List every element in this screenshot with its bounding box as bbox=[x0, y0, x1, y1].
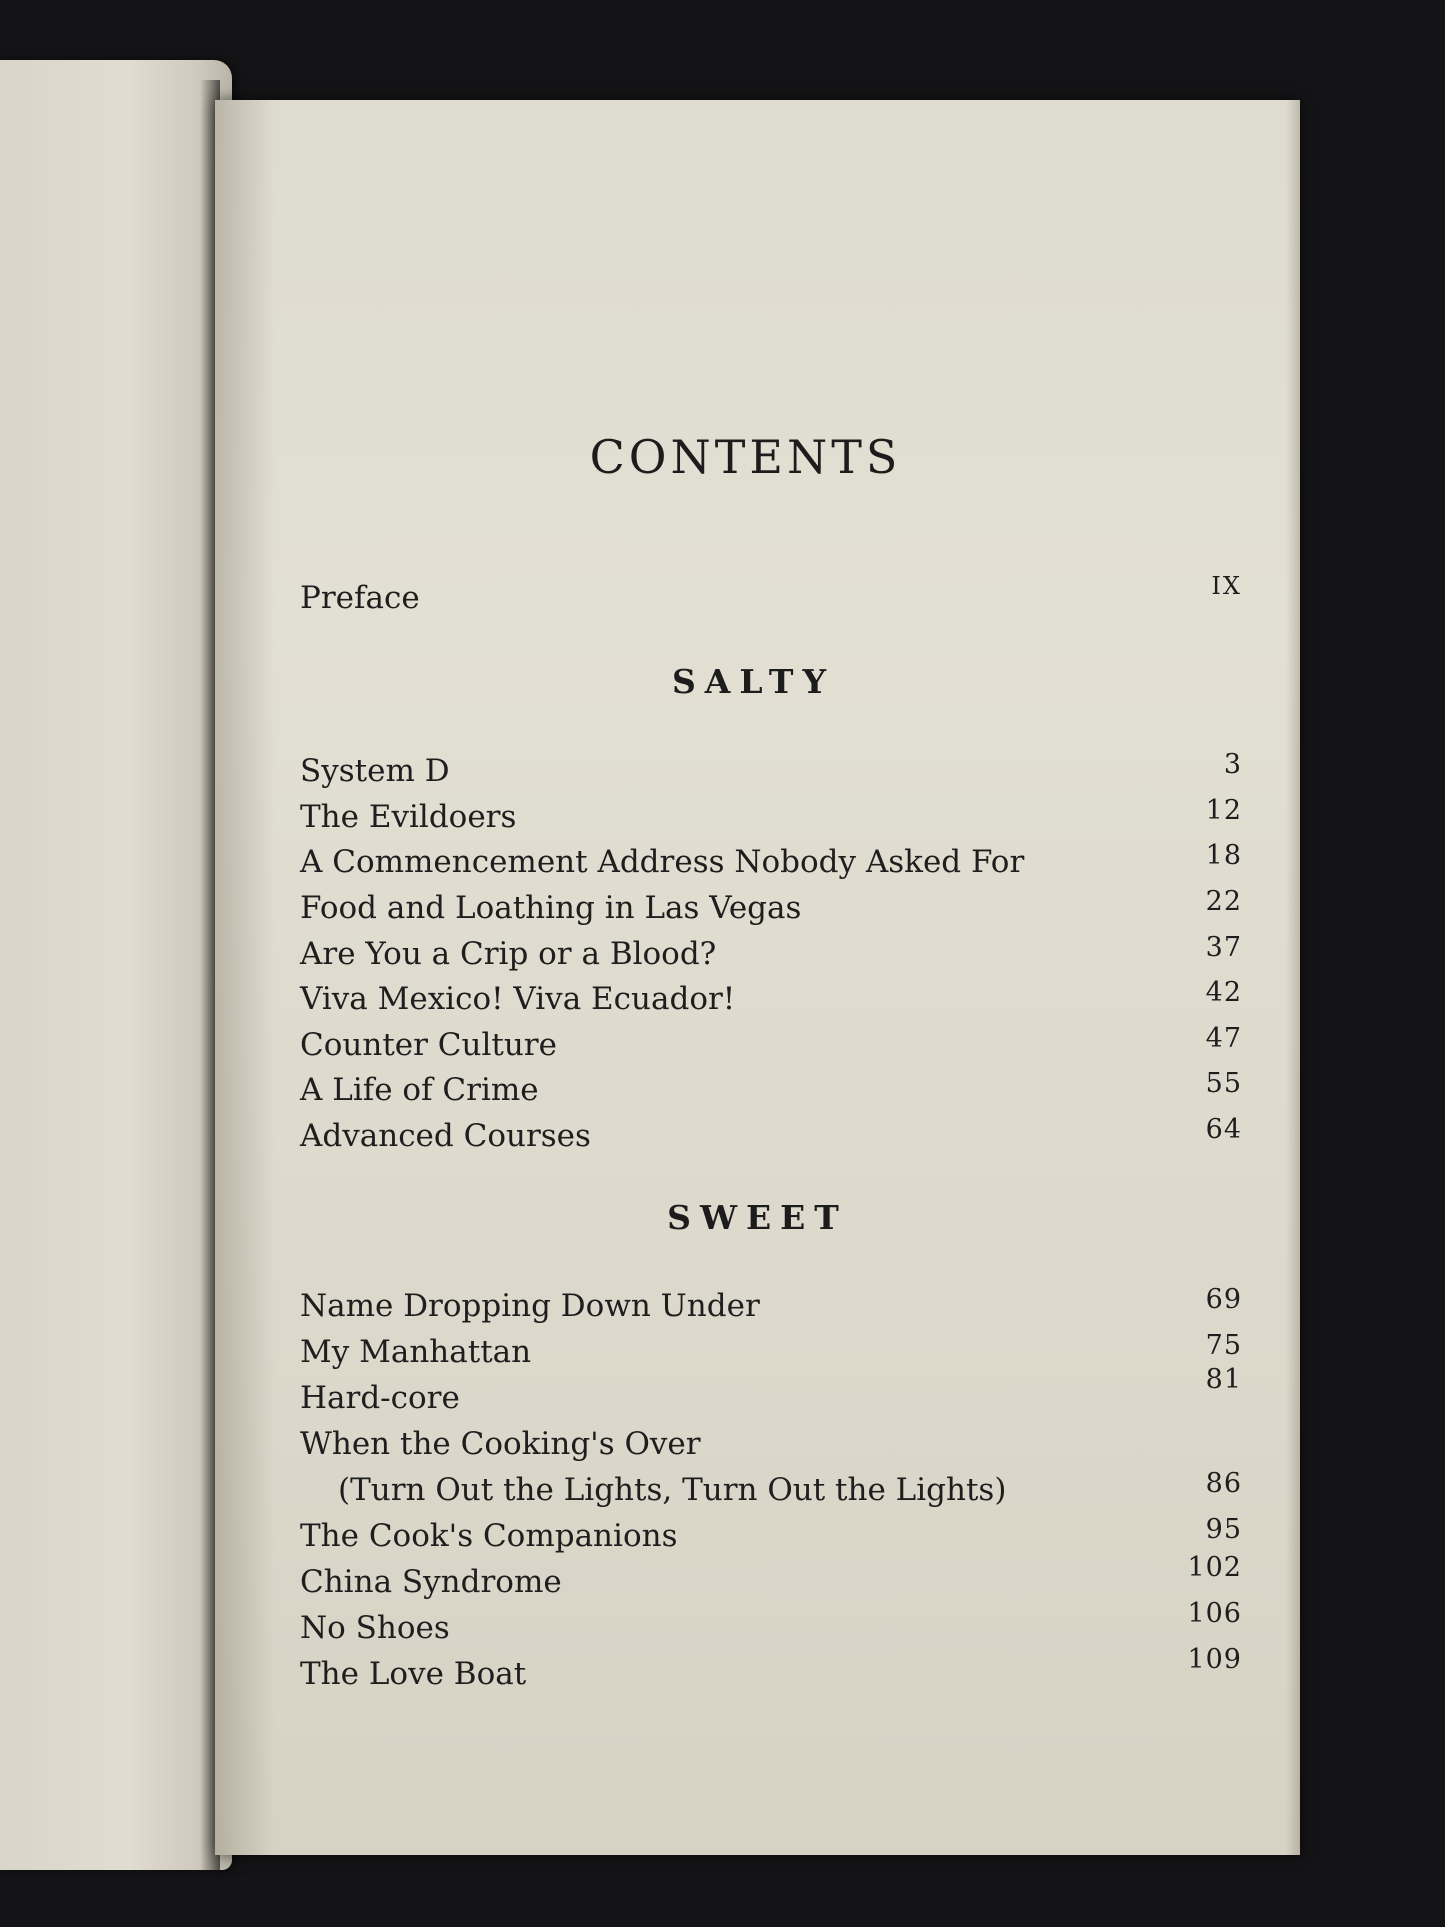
toc-entry bbox=[300, 794, 1242, 840]
entry-page: 37 bbox=[1205, 932, 1242, 963]
entry-title: Counter Culture bbox=[300, 1027, 557, 1063]
entry-title: The Love Boat bbox=[300, 1656, 527, 1692]
entry-title: Hard-core bbox=[300, 1380, 460, 1416]
entry-title: When the Cooking's Over bbox=[300, 1426, 701, 1462]
toc-entry bbox=[300, 885, 1242, 931]
toc-entry-preface bbox=[300, 572, 1242, 621]
entry-page: 22 bbox=[1205, 886, 1242, 917]
toc-entry bbox=[300, 1421, 1242, 1467]
toc-entry bbox=[300, 748, 1242, 794]
entry-title: Viva Mexico! Viva Ecuador! bbox=[300, 981, 736, 1017]
entry-title: Food and Loathing in Las Vegas bbox=[300, 890, 802, 926]
toc-entry bbox=[300, 1022, 1242, 1068]
toc-entry bbox=[300, 1283, 1242, 1329]
entry-title: My Manhattan bbox=[300, 1334, 532, 1370]
toc-entry bbox=[300, 976, 1242, 1022]
entry-page: 75 bbox=[1205, 1330, 1242, 1361]
entry-page: 109 bbox=[1187, 1644, 1242, 1675]
entry-title: Preface bbox=[300, 580, 420, 616]
entry-page: IX bbox=[1211, 572, 1242, 600]
entry-title: A Life of Crime bbox=[300, 1072, 539, 1108]
entry-title: System D bbox=[300, 753, 450, 789]
section-heading-salty: SALTY bbox=[671, 662, 836, 701]
toc-entry bbox=[300, 1364, 1242, 1421]
entry-title: The Cook's Companions bbox=[300, 1518, 678, 1554]
toc-entry bbox=[300, 1552, 1242, 1605]
entry-title: A Commencement Address Nobody Asked For bbox=[300, 844, 1025, 880]
entry-page: 3 bbox=[1223, 749, 1242, 780]
entry-page: 81 bbox=[1205, 1364, 1242, 1395]
toc-entry bbox=[300, 1598, 1242, 1651]
page-title: CONTENTS bbox=[589, 430, 902, 484]
entry-title-continuation: (Turn Out the Lights, Turn Out the Lights) bbox=[338, 1472, 1007, 1508]
toc-entry bbox=[300, 1067, 1242, 1113]
toc-entry bbox=[300, 1113, 1242, 1159]
contents-page bbox=[215, 100, 1300, 1855]
entry-page: 102 bbox=[1187, 1552, 1242, 1583]
entry-page: 42 bbox=[1205, 977, 1242, 1008]
entry-title: Advanced Courses bbox=[300, 1118, 591, 1154]
entry-page: 18 bbox=[1205, 840, 1242, 871]
toc-entry bbox=[300, 1513, 1242, 1559]
entry-page: 69 bbox=[1205, 1284, 1242, 1315]
section-heading-sweet: SWEET bbox=[667, 1198, 848, 1237]
entry-page: 86 bbox=[1205, 1468, 1242, 1499]
entry-page: 47 bbox=[1205, 1023, 1242, 1054]
toc-entry bbox=[300, 1329, 1242, 1375]
entry-page: 106 bbox=[1187, 1598, 1242, 1629]
entry-title: The Evildoers bbox=[300, 799, 517, 835]
toc-entry bbox=[300, 839, 1242, 885]
entry-page: 12 bbox=[1205, 795, 1242, 826]
entry-page: 95 bbox=[1205, 1514, 1242, 1545]
left-page bbox=[0, 60, 232, 1870]
entry-page: 55 bbox=[1205, 1068, 1242, 1099]
entry-title: No Shoes bbox=[300, 1610, 450, 1646]
entry-page: 64 bbox=[1205, 1114, 1242, 1145]
toc-entry-continuation bbox=[300, 1467, 1242, 1513]
toc-entry bbox=[300, 1644, 1242, 1697]
toc-entry bbox=[300, 931, 1242, 977]
entry-title: Name Dropping Down Under bbox=[300, 1288, 760, 1324]
entry-title: Are You a Crip or a Blood? bbox=[300, 936, 717, 972]
entry-title: China Syndrome bbox=[300, 1564, 562, 1600]
